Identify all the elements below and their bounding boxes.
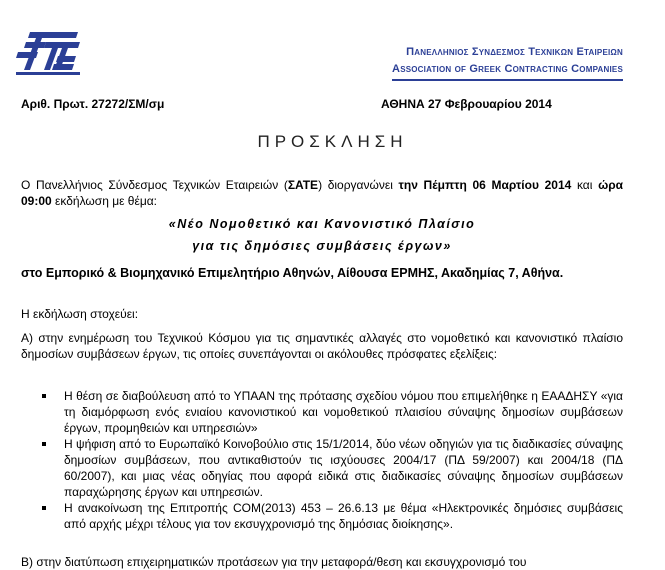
event-venue: στο Εμπορικό & Βιομηχανικό Επιμελητήριο Αθηνών, Αίθουσα ΕΡΜΗΣ, Ακαδημίας 7, Αθήνα. — [21, 266, 564, 280]
org-name-english: Association of Greek Contracting Companies — [392, 61, 623, 81]
document-date: ΑΘΗΝΑ 27 Φεβρουαρίου 2014 — [381, 97, 552, 111]
intro-text: ) διοργανώνει — [318, 178, 399, 192]
intro-text: και — [571, 178, 599, 192]
subject-line: «Νέο Νομοθετικό και Κανονιστικό Πλαίσιο — [168, 217, 476, 231]
intro-text: εκδήλωση με θέμα: — [51, 194, 158, 208]
sate-logo-icon — [16, 30, 80, 76]
developments-list — [42, 388, 623, 532]
list-item: Η θέση σε διαβούλευση από το ΥΠΑΑΝ της πρότασης σχεδίου νόμου που επιμελήθηκε η ΕΑΑΔΗΣΥ «για τη διαμόρφωση ενός ενιαίου κανονιστικού και νομοθετικού πλαισίου σύναψης δημοσίων συμβάσεων έργων, προμηθειών και υπηρεσιών» — [42, 388, 623, 436]
intro-text: Ο Πανελλήνιος Σύνδεσμος Τεχνικών Εταιρειών ( — [21, 178, 288, 192]
subject-line: για τις δημόσιες συμβάσεις έργων» — [192, 239, 452, 253]
protocol-number: Αριθ. Πρωτ. 27272/ΣΜ/σμ — [21, 97, 165, 111]
sate-acronym: ΣΑΤΕ — [287, 178, 319, 192]
aims-heading: Η εκδήλωση στοχεύει: — [21, 307, 139, 321]
document-title: ΠΡΟΣΚΛΗΣΗ — [257, 132, 408, 151]
paragraph-b-partial: Β) στην διατύπωση επιχειρηματικών προτάσεων για την μεταφορά/θεση και εκσυγχρονισμό του — [21, 555, 527, 569]
event-time: ώρα 09:00 — [21, 178, 623, 208]
event-date: την Πέμπτη 06 Μαρτίου 2014 — [398, 178, 572, 192]
list-item: Η ψήφιση από το Ευρωπαϊκό Κοινοβούλιο στις 15/1/2014, δύο νέων οδηγιών για τις διαδικασίες σύναψης δημοσίων συμβάσεων, που αντικαθιστούν τις ισχύουσες 2004/17 (ΠΔ 59/2007) και 2004/18 (ΠΔ 60/2007), και μιας νέας οδηγίας που αφορά ειδικά στις διαδικασίες σύναψης δημοσίων συμβάσεων παραχώρησης έργων και υπηρεσιών. — [42, 436, 623, 500]
organization-name — [392, 44, 623, 81]
intro-paragraph — [21, 177, 623, 209]
org-name-greek: Πανελληνιος Συνδεσμος Τεχνικων Εταιρειων — [406, 46, 623, 58]
event-subject — [21, 213, 623, 257]
paragraph-a: Α) στην ενημέρωση του Τεχνικού Κόσμου για τις σημαντικές αλλαγές στο νομοθετικό και κανονιστικό πλαίσιο δημοσίων συμβάσεων έργων, τις οποίες συνεπάγονται οι ακόλουθες πρόσφατες εξελίξεις: — [21, 331, 623, 361]
list-item: Η ανακοίνωση της Επιτροπής COM(2013) 453 – 26.6.13 με θέμα «Ηλεκτρονικές δημόσιες συμβάσεις από αρχής μέχρι τέλους για τον εκσυγχρονισμό της δημόσιας διοίκησης». — [42, 500, 623, 532]
